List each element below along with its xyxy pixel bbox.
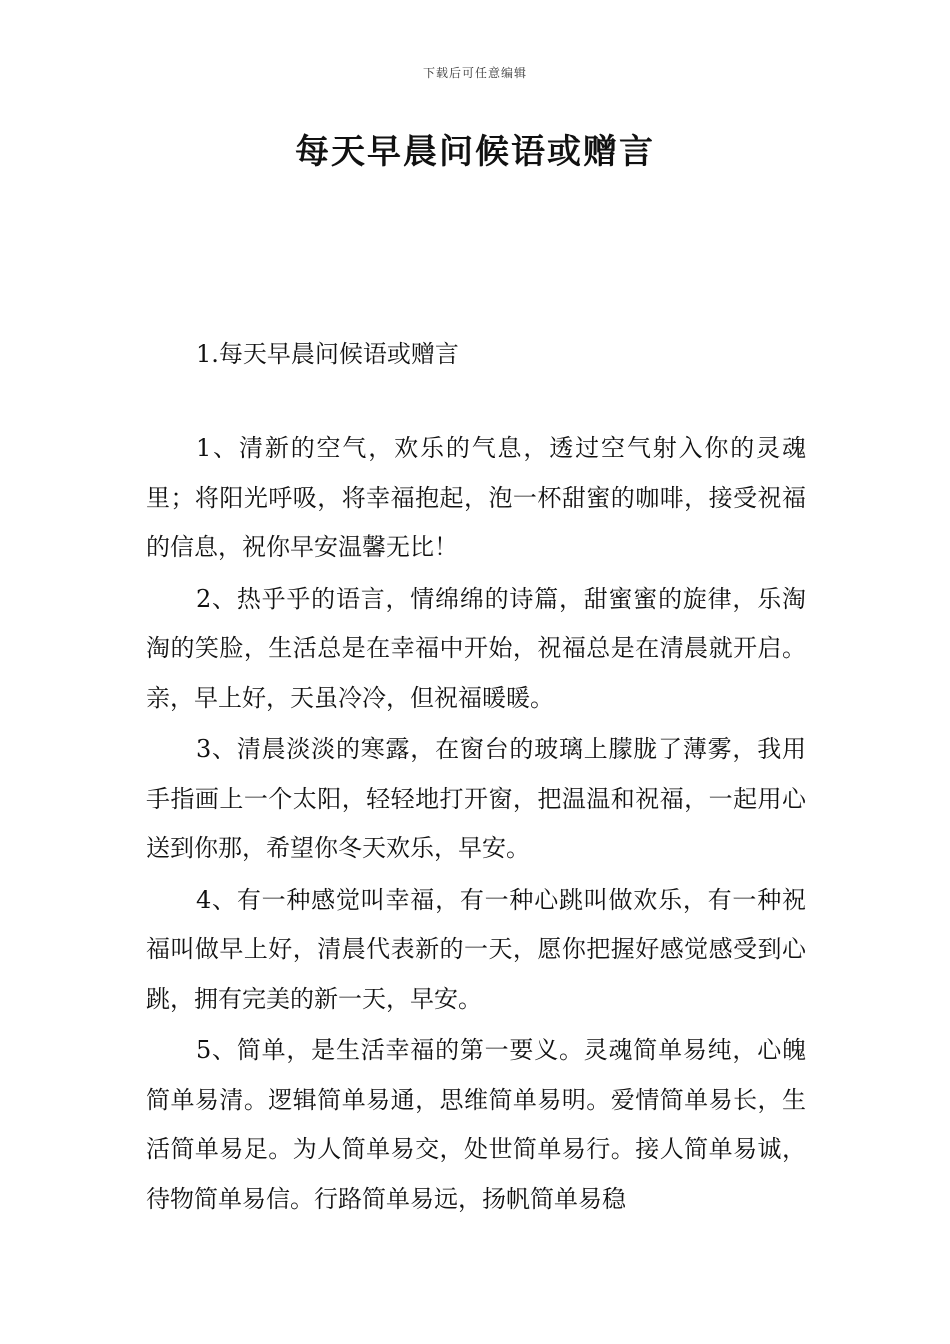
paragraph-3: 3、清晨淡淡的寒露，在窗台的玻璃上朦胧了薄雾，我用手指画上一个太阳，轻轻地打开窗，把温温和祝福，一起用心送到你那，希望你冬天欢乐，早安。 [146,735,806,862]
paragraph-2: 2、热乎乎的语言，情绵绵的诗篇，甜蜜蜜的旋律，乐淘淘的笑脸，生活总是在幸福中开始，祝福总是在清晨就开启。亲，早上好，天虽冷冷，但祝福暖暖。 [146,584,806,712]
section-heading: 1.每天早晨问候语或赠言 [196,340,459,368]
paragraph-4: 4、有一种感觉叫幸福，有一种心跳叫做欢乐，有一种祝福叫做早上好，清晨代表新的一天，愿你把握好感觉感受到心跳，拥有完美的新一天，早安。 [146,885,806,1013]
paragraph-1: 1、清新的空气，欢乐的气息，透过空气射入你的灵魂里；将阳光呼吸，将幸福抱起，泡一杯甜蜜的咖啡，接受祝福的信息，祝你早安温馨无比！ [146,434,806,561]
document-body [146,424,806,1226]
paragraph-5: 5、简单，是生活幸福的第一要义。灵魂简单易纯，心魄简单易清。逻辑简单易通，思维简单易明。爱情简单易长，生活简单易足。为人简单易交，处世简单易行。接人简单易诚，待物简单易信。行路简单易远，扬帆简单易稳 [146,1036,806,1213]
document-title: 每天早晨问候语或赠言 [295,132,655,172]
header-note: 下载后可任意编辑 [422,66,527,80]
